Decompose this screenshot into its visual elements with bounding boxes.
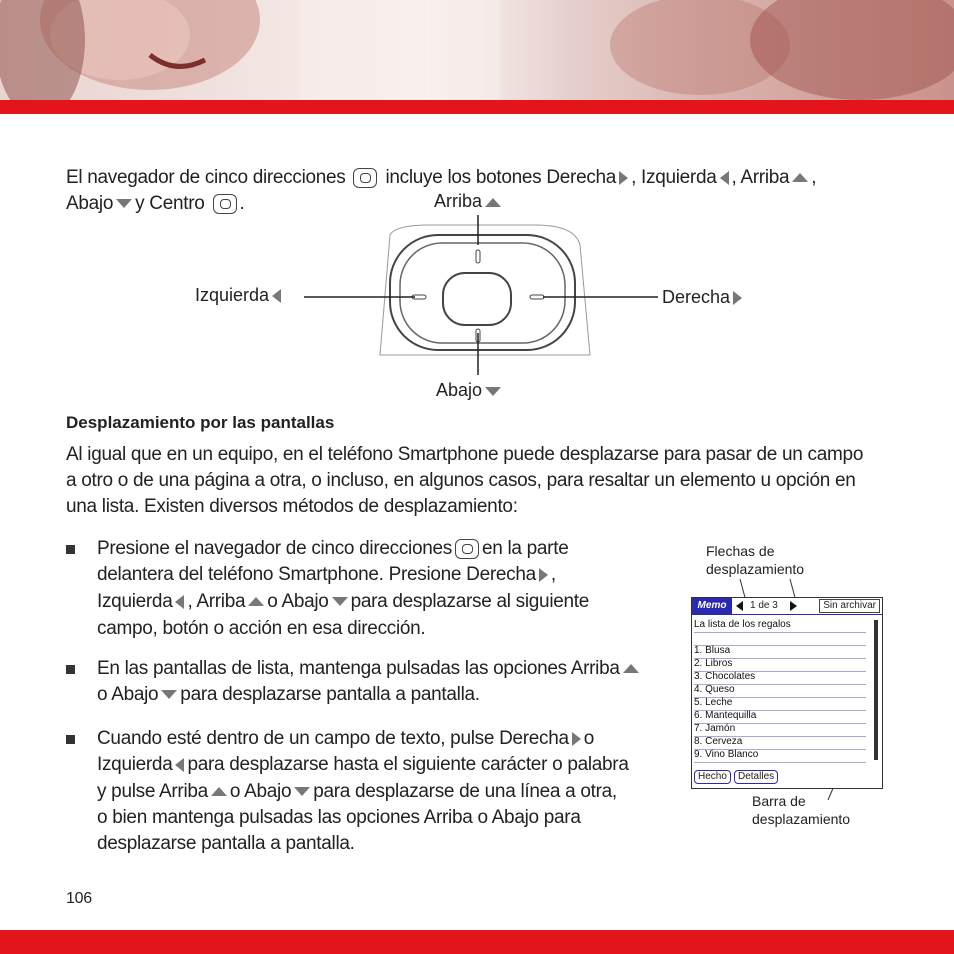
right-arrow-icon — [572, 732, 581, 746]
left-arrow-icon — [720, 171, 729, 185]
memo-list-item[interactable]: 7. Jamón — [694, 723, 866, 737]
palm-title-bar — [692, 598, 882, 615]
intro-text: incluye los botones Derecha — [385, 167, 617, 188]
bullet-marker — [66, 665, 75, 674]
left-arrow-icon — [175, 758, 184, 772]
five-way-navigator-icon — [353, 168, 377, 188]
header-photo — [0, 0, 954, 100]
label-abajo: Abajo — [436, 380, 504, 401]
down-arrow-icon — [294, 787, 310, 796]
down-arrow-icon — [332, 597, 348, 606]
navigator-diagram — [290, 215, 680, 375]
header-photo-art — [0, 0, 954, 100]
down-arrow-icon — [116, 199, 132, 208]
bullet-line: En las pantallas de lista, mantenga pulsadas las opciones Arriba — [97, 656, 642, 682]
label-derecha: Derecha — [662, 287, 745, 308]
memo-list-item[interactable]: 3. Chocolates — [694, 671, 866, 685]
down-arrow-icon — [485, 387, 501, 396]
scroll-left-icon[interactable] — [736, 601, 743, 611]
memo-blank-line — [694, 632, 866, 646]
palm-screen — [691, 597, 883, 789]
footer-bar — [0, 930, 954, 954]
memo-title: La lista de los regalos — [694, 619, 866, 633]
label-arriba: Arriba — [434, 191, 504, 212]
intro-text: , Izquierda — [631, 167, 717, 188]
up-arrow-icon — [623, 664, 639, 673]
bullet-line: o bien mantenga pulsadas las opciones Arriba o Abajo para — [97, 807, 581, 828]
scrollbar[interactable] — [874, 620, 878, 760]
intro-text: Abajo — [66, 193, 114, 214]
memo-list-item[interactable]: 9. Vino Blanco — [694, 749, 866, 763]
bullet-line: Izquierda , Arriba o Abajo para desplazarse al siguiente — [97, 591, 590, 612]
bullet-line: desplazarse pantalla a pantalla. — [97, 833, 355, 854]
bullet-line: Izquierda para desplazarse hasta el siguiente carácter o palabra — [97, 754, 629, 775]
up-arrow-icon — [792, 173, 808, 182]
five-way-navigator-icon — [455, 539, 479, 559]
intro-text: . — [239, 193, 245, 214]
bullet-marker — [66, 735, 75, 744]
left-arrow-icon — [272, 289, 281, 303]
para-line: Al igual que en un equipo, en el teléfono Smartphone puede desplazarse para pasar de un campo — [66, 444, 864, 465]
bullet-line: Presione el navegador de cinco direcciones en la parte — [97, 538, 569, 559]
intro-text: y Centro — [135, 193, 205, 214]
bullet-marker — [66, 545, 75, 554]
right-arrow-icon — [619, 171, 628, 185]
intro-line-1 — [66, 165, 816, 191]
scroll-right-icon[interactable] — [790, 601, 797, 611]
right-arrow-icon — [733, 291, 742, 305]
callout-scrollbar: Barra de desplazamiento — [752, 793, 851, 827]
intro-line-2 — [66, 191, 245, 217]
bullet-line: campo, botón o acción en esa dirección. — [97, 618, 426, 639]
bullet-line: Cuando esté dentro de un campo de texto, pulse Derecha o — [97, 728, 595, 749]
left-arrow-icon — [175, 595, 184, 609]
intro-text: El navegador de cinco direcciones — [66, 167, 346, 188]
category-selector[interactable]: Sin archivar — [819, 599, 880, 613]
five-way-navigator-icon — [213, 194, 237, 214]
intro-text: , — [811, 167, 817, 188]
para-line: una lista. Existen diversos métodos de desplazamiento: — [66, 496, 518, 517]
memo-list-item[interactable]: 2. Libros — [694, 658, 866, 672]
up-arrow-icon — [485, 198, 501, 207]
memo-list-item[interactable]: 4. Queso — [694, 684, 866, 698]
section-heading: Desplazamiento por las pantallas — [66, 413, 335, 432]
page-indicator: 1 de 3 — [750, 600, 778, 611]
callout-scroll-arrows: Flechas de desplazamiento — [706, 543, 805, 577]
para-line: a otro o de una página a otra, o incluso, en algunos casos, para resaltar un elemento u opción en — [66, 470, 856, 491]
memo-list-item[interactable]: 6. Mantequilla — [694, 710, 866, 724]
up-arrow-icon — [248, 597, 264, 606]
right-arrow-icon — [539, 568, 548, 582]
page-number: 106 — [66, 890, 92, 907]
label-izquierda: Izquierda — [195, 285, 284, 306]
memo-list-item[interactable]: 8. Cerveza — [694, 736, 866, 750]
details-button[interactable]: Detalles — [734, 770, 778, 784]
bullet-line: y pulse Arriba o Abajo para desplazarse de una línea a otra, — [97, 781, 617, 802]
header-bar — [0, 100, 954, 114]
up-arrow-icon — [211, 787, 227, 796]
memo-tab[interactable]: Memo — [692, 598, 732, 614]
memo-list-item[interactable]: 5. Leche — [694, 697, 866, 711]
down-arrow-icon — [161, 690, 177, 699]
intro-text: , Arriba — [731, 167, 790, 188]
done-button[interactable]: Hecho — [694, 770, 731, 784]
memo-list-item[interactable]: 1. Blusa — [694, 645, 866, 659]
bullet-line: o Abajo para desplazarse pantalla a pantalla. — [97, 684, 480, 705]
bullet-line: delantera del teléfono Smartphone. Presione Derecha , — [97, 564, 556, 585]
